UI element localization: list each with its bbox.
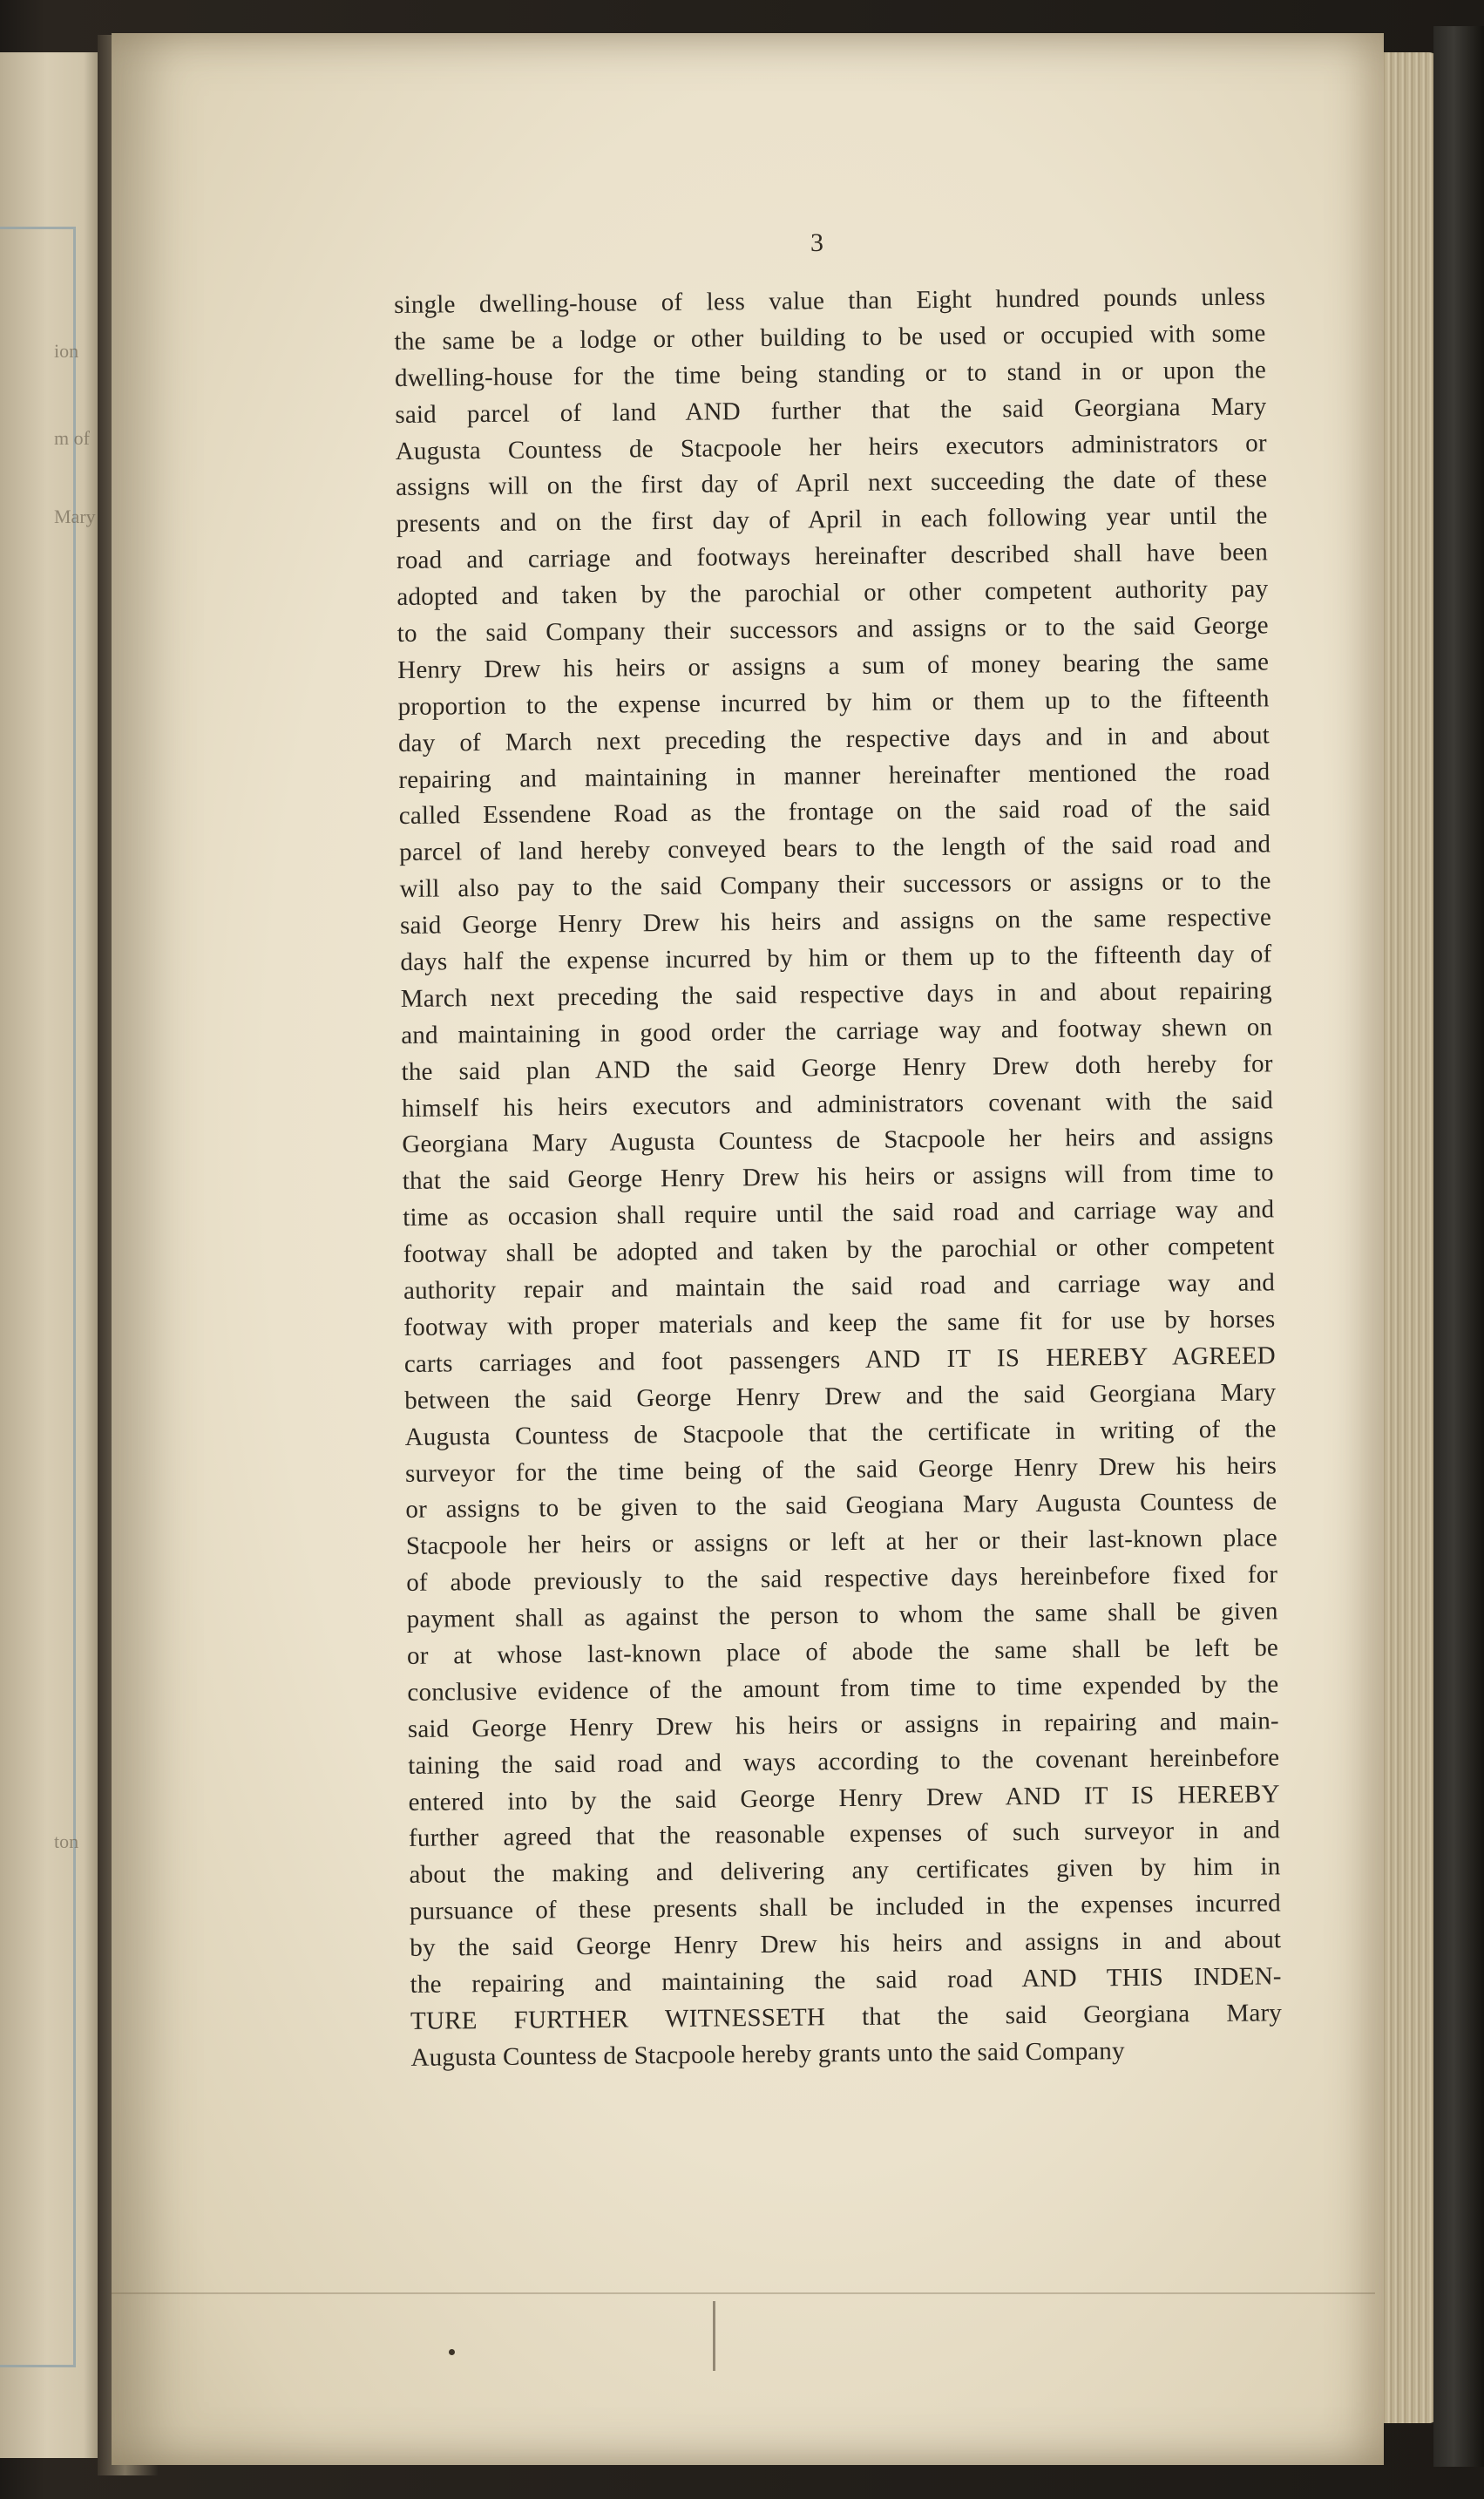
book-cover-edge (1433, 26, 1484, 2467)
text-line: will also pay to the said Company their successors or assigns or to the (399, 866, 1271, 904)
text-line: presents and on the first day of April in each following year until the (396, 501, 1268, 539)
text-line: day of March next preceding the respective days and in and about (397, 721, 1271, 757)
text-line: the said plan AND the said George Henry Drew doth hereby for (401, 1049, 1273, 1086)
text-line: conclusive evidence of the amount from time to time expended by the (407, 1670, 1279, 1707)
text-line: the repairing and maintaining the said road AND THIS INDEN- (410, 1962, 1282, 1999)
text-line: repairing and maintaining in manner hereinafter mentioned the road (398, 757, 1271, 794)
text-line: Augusta Countess de Stacpoole hereby grants unto the said Company (410, 2036, 1125, 2072)
page-bottom-rule (112, 2292, 1375, 2294)
text-line: dwelling-house for the time being standing or to stand in or upon the (394, 356, 1267, 392)
text-line: Stacpoole her heirs or assigns or left at her or their last-known place (405, 1524, 1277, 1561)
body-text (394, 279, 1283, 2076)
text-line: said parcel of land AND further that the said Georgiana Mary (395, 392, 1267, 429)
text-line: single dwelling-house of less value than Eight hundred pounds unless (394, 282, 1266, 319)
previous-page-text-fragment: Mary (54, 506, 96, 527)
text-line: proportion to the expense incurred by him or them up to the fifteenth (397, 684, 1270, 721)
text-line: that the said George Henry Drew his heirs or assigns will from time to (402, 1158, 1274, 1196)
text-line: or at whose last-known place of abode the same shall be left be (406, 1633, 1279, 1670)
previous-page-text-fragment: m of (54, 427, 90, 449)
text-line: called Essendene Road as the frontage on the said road of the said (398, 793, 1271, 831)
text-line: taining the said road and ways according to the covenant hereinbefore (408, 1742, 1280, 1780)
page-number: 3 (810, 228, 823, 257)
text-line: further agreed that the reasonable expenses of such surveyor in and (408, 1816, 1281, 1853)
text-line: surveyor for the time being of the said George Henry Drew his heirs (404, 1450, 1277, 1488)
text-line: parcel of land hereby conveyed bears to the length of the said road and (399, 830, 1271, 867)
text-line: of abode previously to the said respective days hereinbefore fixed for (406, 1560, 1278, 1598)
text-line: assigns will on the first day of April next succeeding the date of these (396, 465, 1268, 502)
text-line: road and carriage and footways hereinafter described shall have been (396, 538, 1269, 575)
previous-page-text-fragment: ton (54, 1830, 79, 1852)
text-line: entered into by the said George Henry Drew AND IT IS HEREBY (408, 1779, 1280, 1817)
text-line: said George Henry Drew his heirs or assigns in repairing and main- (407, 1707, 1279, 1743)
text-line: authority repair and maintain the said road and carriage way and (403, 1268, 1276, 1305)
text-line: adopted and taken by the parochial or other competent authority pay (396, 574, 1269, 612)
text-line: March next preceding the said respective days in and about repairing (400, 976, 1272, 1013)
text-line: or assigns to be given to the said Geogiana Mary Augusta Countess de (405, 1487, 1277, 1525)
text-line: himself his heirs executors and administrators covenant with the said (401, 1085, 1274, 1123)
text-line: about the making and delivering any certificates given by him in (409, 1852, 1281, 1890)
text-line: footway shall be adopted and taken by the parochial or other competent (403, 1232, 1275, 1269)
text-line: Augusta Countess de Stacpoole that the certificate in writing of the (404, 1414, 1277, 1451)
text-line: and maintaining in good order the carriage way and footway shewn on (401, 1013, 1273, 1049)
text-line: the same be a lodge or other building to be used or occupied with some (394, 319, 1266, 356)
text-line: time as occasion shall require until the said road and carriage way and (403, 1195, 1275, 1233)
text-line: footway with proper materials and keep the same fit for use by horses (403, 1305, 1276, 1341)
text-line: Augusta Countess de Stacpoole her heirs executors administrators or (395, 428, 1267, 465)
text-line: between the said George Henry Drew and the said Georgiana Mary (404, 1378, 1277, 1415)
previous-page-frame (0, 227, 79, 2367)
previous-page-text-fragment: ion (54, 340, 79, 362)
text-line: Henry Drew his heirs or assigns a sum of money bearing the same (397, 648, 1270, 684)
text-line: by the said George Henry Drew his heirs and assigns in and about (410, 1925, 1282, 1962)
text-line: to the said Company their successors and assigns or to the said George (396, 611, 1269, 648)
text-line: payment shall as against the person to whom the same shall be given (406, 1597, 1278, 1633)
previous-page-edge (0, 52, 106, 2458)
text-line: said George Henry Drew his heirs and assigns on the same respective (399, 903, 1272, 941)
ink-spot (449, 2349, 455, 2355)
binding-thread-mark (713, 2301, 715, 2371)
text-line: pursuance of these presents shall be included in the expenses incurred (409, 1889, 1281, 1926)
text-line: TURE FURTHER WITNESSETH that the said Georgiana Mary (410, 1999, 1283, 2035)
text-line: days half the expense incurred by him or them up to the fifteenth day of (400, 940, 1272, 976)
text-line: carts carriages and foot passengers AND IT IS HEREBY AGREED (403, 1341, 1276, 1378)
text-line: Georgiana Mary Augusta Countess de Stacpoole her heirs and assigns (402, 1122, 1274, 1159)
